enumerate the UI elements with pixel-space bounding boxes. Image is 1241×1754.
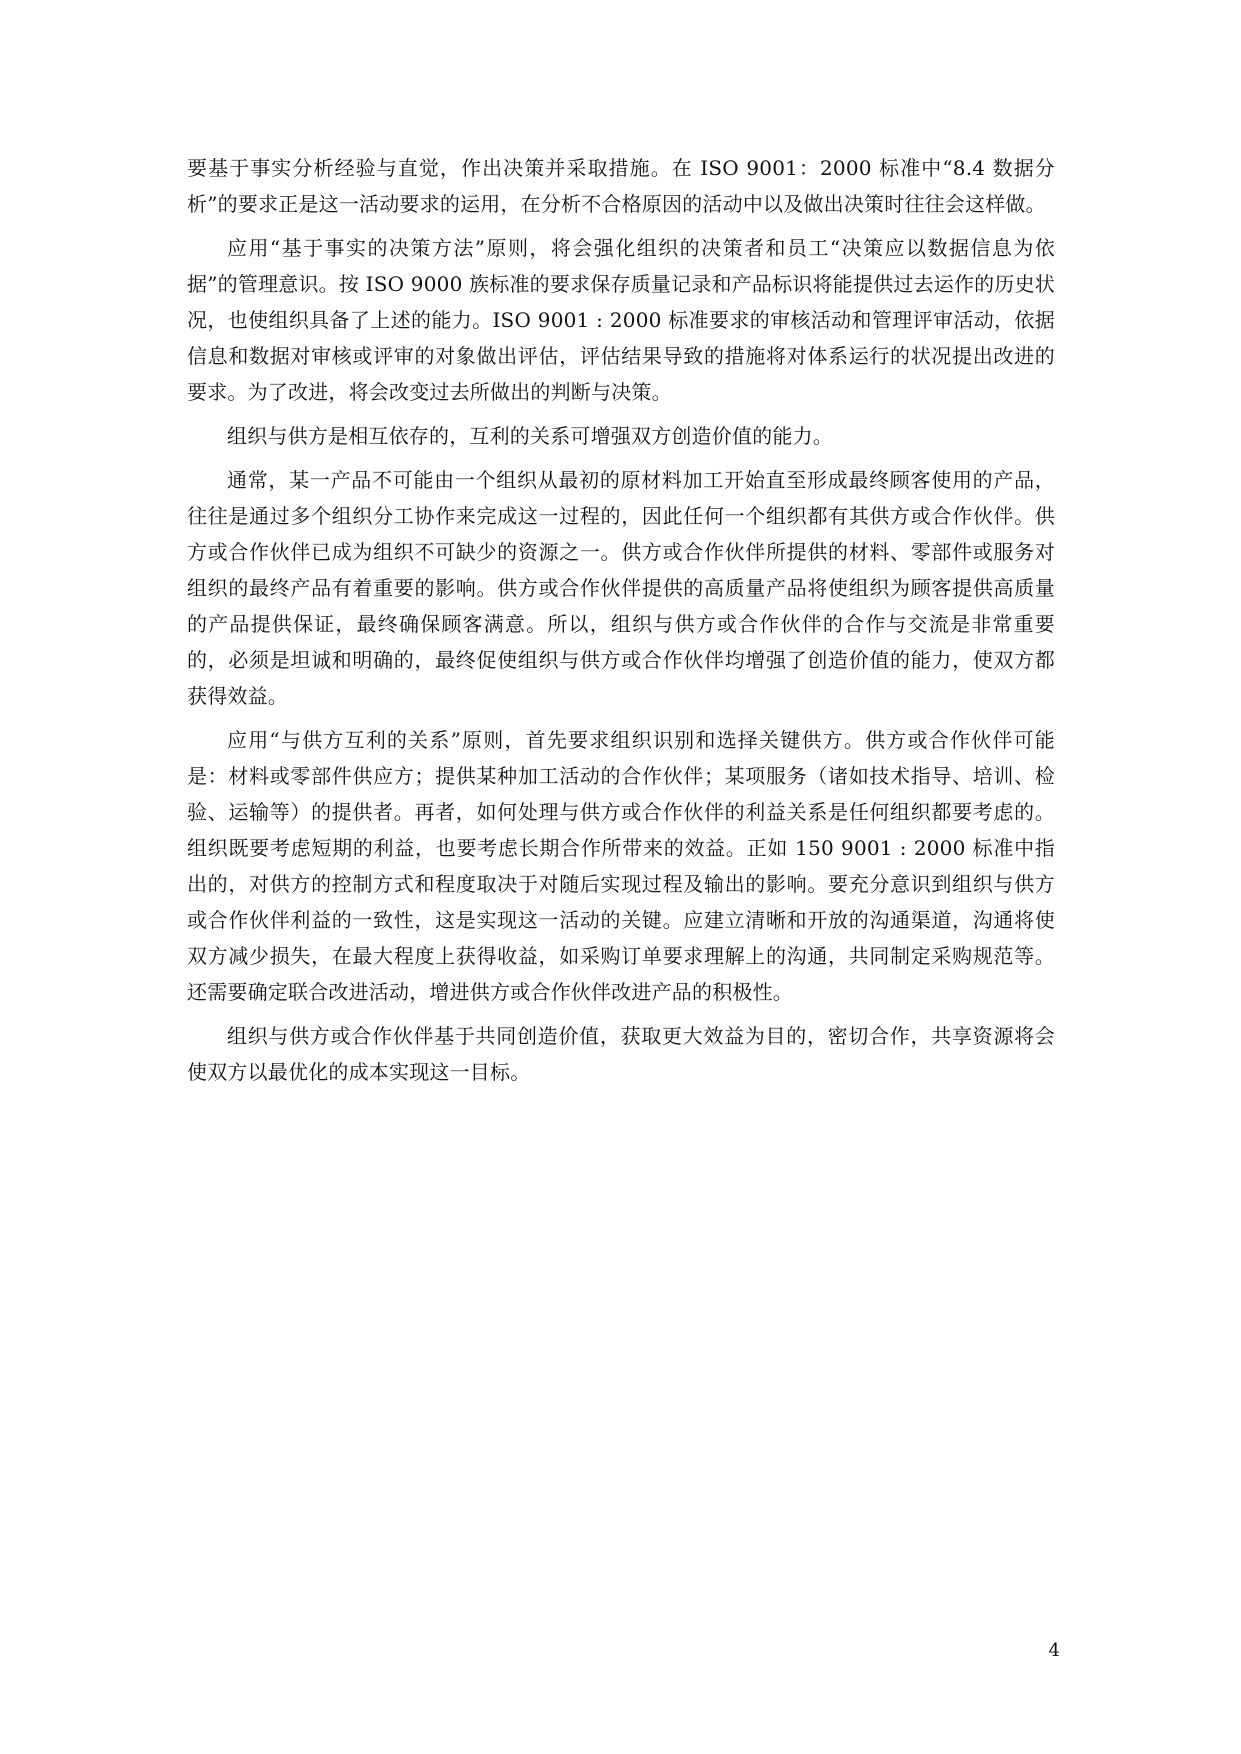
paragraph-2: 应用“基于事实的决策方法”原则，将会强化组织的决策者和员工“决策应以数据信息为依据”的管理意识。按 ISO 9000 族标准的要求保存质量记录和产品标识将能提供过去运作的历史状况，也使组织具备了上述的能力。ISO 9001 : 2000 标准要求的审核活动和管理评审活动，依据信息和数据对审核或评审的对象做出评估，评估结果导致的措施将对体系运行的状况提出改进的要求。为了改进，将会改变过去所做出的判断与决策。 bbox=[187, 236, 1055, 404]
paragraph-3: 组织与供方是相互依存的，互利的关系可增强双方创造价值的能力。 bbox=[227, 424, 833, 448]
paragraph-5: 应用“与供方互利的关系”原则，首先要求组织识别和选择关键供方。供方或合作伙伴可能是：材料或零部件供应方；提供某种加工活动的合作伙伴；某项服务（诸如技术指导、培训、检验、运输等）的提供者。再者，如何处理与供方或合作伙伴的利益关系是任何组织都要考虑的。组织既要考虑短期的利益，也要考虑长期合作所带来的效益。正如 150 9001 : 2000 标准中指出的，对供方的控制方式和程度取决于对随后实现过程及输出的影响。要充分意识到组织与供方或合作伙伴利益的一致性，这是实现这一活动的关键。应建立清晰和开放的沟通渠道，沟通将使双方减少损失，在最大程度上获得收益，如采购订单要求理解上的沟通，共同制定采购规范等。还需要确定联合改进活动，增进供方或合作伙伴改进产品的积极性。 bbox=[187, 728, 1055, 1004]
body-text bbox=[187, 150, 1055, 1098]
paragraph-6: 组织与供方或合作伙伴基于共同创造价值，获取更大效益为目的，密切合作，共享资源将会使双方以最优化的成本实现这一目标。 bbox=[187, 1024, 1055, 1084]
paragraph-4: 通常，某一产品不可能由一个组织从最初的原材料加工开始直至形成最终顾客使用的产品，往往是通过多个组织分工协作来完成这一过程的，因此任何一个组织都有其供方或合作伙伴。供方或合作伙伴已成为组织不可缺少的资源之一。供方或合作伙伴所提供的材料、零部件或服务对组织的最终产品有着重要的影响。供方或合作伙伴提供的高质量产品将使组织为顾客提供高质量的产品提供保证，最终确保顾客满意。所以，组织与供方或合作伙伴的合作与交流是非常重要的，必须是坦诚和明确的，最终促使组织与供方或合作伙伴均增强了创造价值的能力，使双方都获得效益。 bbox=[187, 468, 1055, 708]
page-number: 4 bbox=[1048, 1640, 1060, 1661]
paragraph-1: 要基于事实分析经验与直觉，作出决策并采取措施。在 ISO 9001：2000 标准中“8.4 数据分析”的要求正是这一活动要求的运用，在分析不合格原因的活动中以及做出决策时往往会这样做。 bbox=[187, 156, 1055, 216]
